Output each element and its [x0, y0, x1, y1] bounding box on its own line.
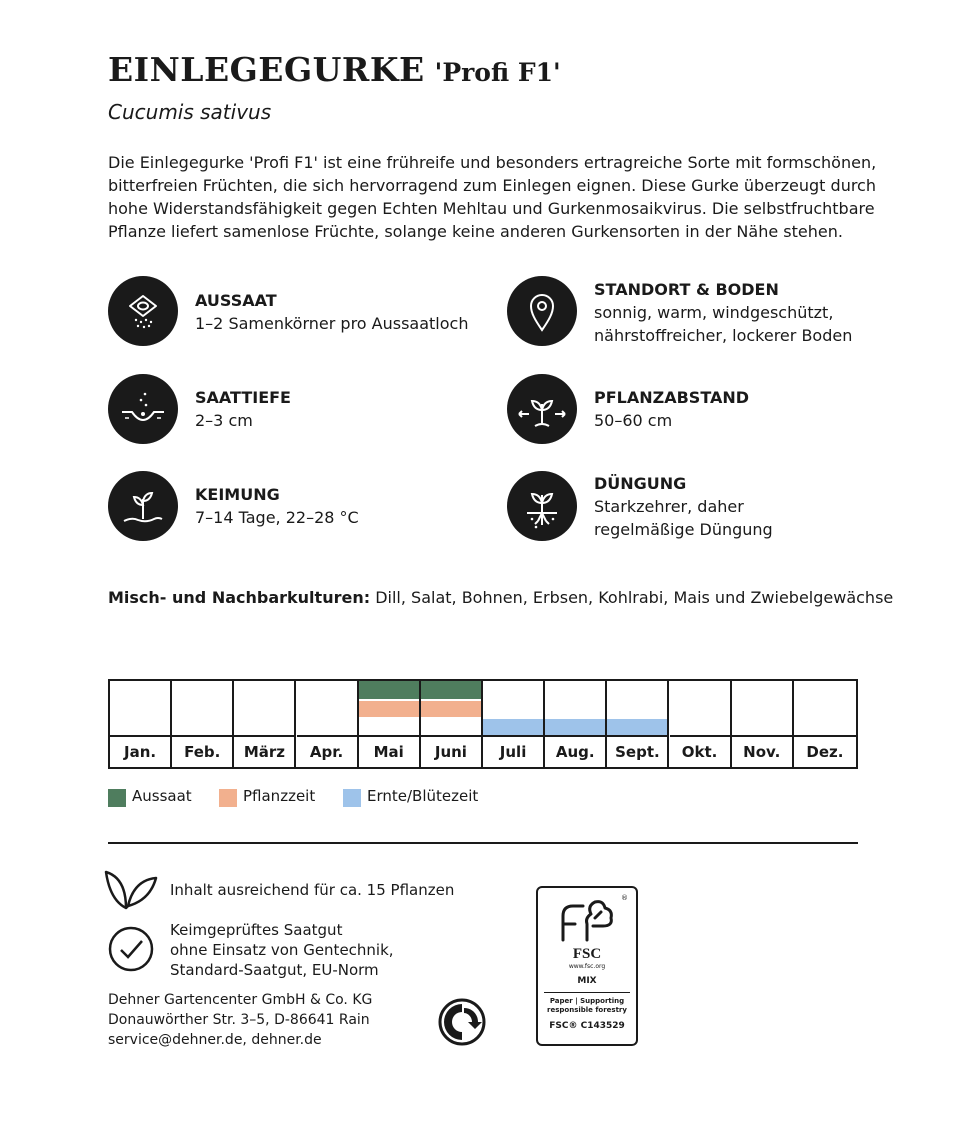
leaves-icon [104, 868, 158, 912]
fsc-registered: ® [621, 894, 628, 902]
duengung-heading: DÜNGUNG [594, 474, 687, 493]
contents-text: Inhalt ausreichend für ca. 15 Pflanzen [170, 881, 455, 899]
calendar-month-10 [670, 681, 732, 767]
seed-packet-icon [108, 276, 178, 346]
location-pin-icon [507, 276, 577, 346]
quality-line1: Keimgeprüftes Saatgut [170, 921, 343, 939]
fsc-mix: MIX [577, 976, 597, 986]
pflanzabstand-heading: PFLANZABSTAND [594, 388, 750, 407]
calendar-month-1 [110, 681, 172, 767]
saattiefe-text: 2–3 cm [195, 411, 253, 430]
product-title [108, 50, 561, 89]
company-name: Dehner Gartencenter GmbH & Co. KG [108, 992, 373, 1008]
calendar-month-3 [234, 681, 296, 767]
standort-text-line2: nährstoffreicher, lockerer Boden [594, 326, 853, 345]
fsc-name: FSC [572, 946, 602, 962]
fsc-tree-icon [557, 894, 617, 944]
calendar-month-5 [359, 681, 421, 767]
calendar-month-label: Juni [421, 735, 481, 767]
aussaat-text: 1–2 Samenkörner pro Aussaatloch [195, 314, 469, 333]
legend-swatch-pflanzzeit [219, 789, 237, 807]
legend-aussaat: Aussaat [132, 787, 192, 805]
keimung-heading: KEIMUNG [195, 485, 280, 504]
product-variety: 'Profi F1' [434, 58, 561, 87]
calendar-month-11 [732, 681, 794, 767]
calendar-month-8 [545, 681, 607, 767]
green-dot-icon [438, 998, 486, 1046]
calendar-month-label: Aug. [545, 735, 605, 767]
calendar-month-12 [794, 681, 856, 767]
duengung-text-line1: Starkzehrer, daher [594, 497, 744, 516]
calendar-month-label: Nov. [732, 735, 792, 767]
latin-name: Cucumis sativus [108, 100, 272, 124]
fsc-claim-line1: Paper | Supporting [549, 997, 625, 1005]
company-address: Donauwörther Str. 3–5, D-86641 Rain [108, 1012, 370, 1028]
calendar-month-4 [297, 681, 359, 767]
companion-plants [108, 588, 893, 607]
sowing-calendar [108, 679, 858, 769]
legend-ernte: Ernte/Blütezeit [367, 787, 479, 805]
intro-text: Die Einlegegurke 'Profi F1' ist eine frühreife und besonders ertragreiche Sorte mit formschönen, bitterfreien Früchten, die sich hervorragend zum Einlegen eignen. Diese Gurke überzeugt durch hohe Widerstandsfähigkeit gegen Echten Mehltau und Gurkenmosaikvirus. Die selbstfruchtbare Pflanze liefert samenlose Früchte, solange keine anderen Gurkensorten in der Nähe stehen. [108, 153, 877, 241]
bar-pflanzzeit [359, 701, 419, 717]
bar-aussaat [359, 681, 419, 699]
calendar-month-label: Juli [483, 735, 543, 767]
saattiefe-heading: SAATTIEFE [195, 388, 291, 407]
plant-spacing-icon [507, 374, 577, 444]
calendar-month-9 [607, 681, 669, 767]
fsc-code: FSC® C143529 [549, 1021, 625, 1031]
fsc-url: www.fsc.org [568, 963, 606, 970]
calendar-month-label: Mai [359, 735, 419, 767]
plant-roots-icon [507, 471, 577, 541]
calendar-month-label: Apr. [297, 735, 357, 767]
sprout-icon [108, 471, 178, 541]
company-contact: service@dehner.de, dehner.de [108, 1032, 322, 1048]
fsc-label [536, 886, 638, 1046]
bar-ernte [607, 719, 667, 735]
companion-label: Misch- und Nachbarkulturen: [108, 588, 371, 607]
calendar-month-label: Feb. [172, 735, 232, 767]
calendar-month-label: Jan. [110, 735, 170, 767]
standort-text-line1: sonnig, warm, windgeschützt, [594, 303, 834, 322]
legend-pflanzzeit: Pflanzzeit [243, 787, 316, 805]
calendar-month-7 [483, 681, 545, 767]
duengung-text-line2: regelmäßige Düngung [594, 520, 773, 539]
calendar-month-2 [172, 681, 234, 767]
calendar-month-label: März [234, 735, 294, 767]
check-circle-icon [107, 925, 155, 973]
pflanzabstand-text: 50–60 cm [594, 411, 673, 430]
seed-depth-icon [108, 374, 178, 444]
calendar-month-label: Sept. [607, 735, 667, 767]
legend-swatch-aussaat [108, 789, 126, 807]
bar-ernte [483, 719, 543, 735]
product-name: EINLEGEGURKE [108, 50, 425, 89]
fsc-claim-line2: responsible forestry [547, 1006, 627, 1014]
calendar-month-label: Okt. [670, 735, 730, 767]
bar-ernte [545, 719, 605, 735]
aussaat-heading: AUSSAAT [195, 291, 277, 310]
quality-line2: ohne Einsatz von Gentechnik, [170, 941, 394, 959]
bar-aussaat [421, 681, 481, 699]
calendar-month-label: Dez. [794, 735, 856, 767]
bar-pflanzzeit [421, 701, 481, 717]
keimung-text: 7–14 Tage, 22–28 °C [195, 508, 359, 527]
legend-swatch-ernte [343, 789, 361, 807]
companion-list: Dill, Salat, Bohnen, Erbsen, Kohlrabi, Mais und Zwiebelgewächse [375, 588, 894, 607]
standort-heading: STANDORT & BODEN [594, 280, 779, 299]
calendar-month-6 [421, 681, 483, 767]
divider [108, 842, 858, 844]
quality-line3: Standard-Saatgut, EU-Norm [170, 961, 379, 979]
